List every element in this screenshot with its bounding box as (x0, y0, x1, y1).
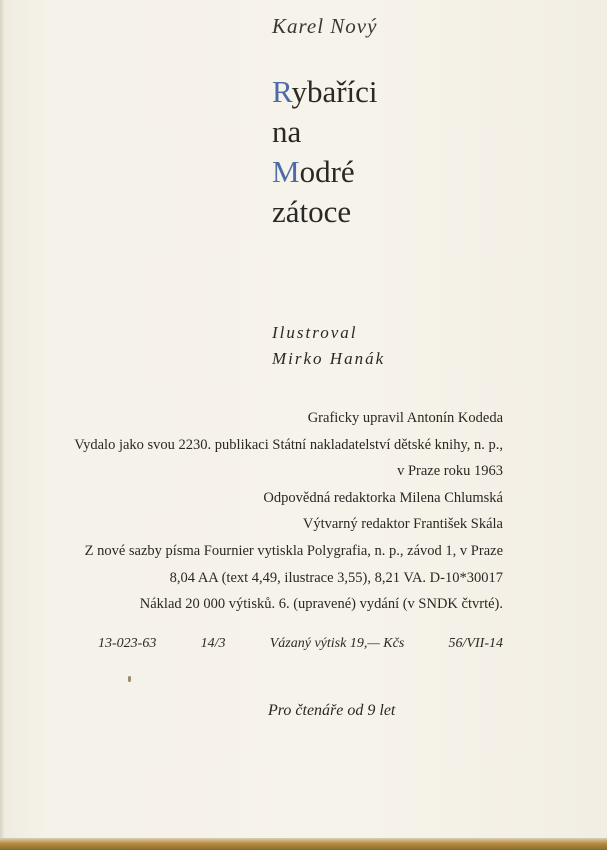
illustrator-name: Mirko Hanák (272, 349, 386, 368)
imprint-line: 8,04 AA (text 4,49, ilustrace 3,55), 8,21 VA. D-10*30017 (169, 569, 503, 586)
imprint-line: v Praze roku 1963 (397, 463, 503, 480)
title-line-3 (272, 152, 378, 192)
paper-speck (128, 676, 131, 682)
imprint-block (30, 405, 503, 618)
page-bottom-edge (0, 838, 607, 850)
title-line-1 (272, 72, 378, 112)
imprint-line: Graficky upravil Antonín Kodeda (307, 410, 503, 426)
code-item: 13-023-63 (98, 636, 157, 651)
title-initial-r: R (272, 74, 292, 109)
code-item: 14/3 (200, 636, 226, 651)
code-item: 56/VII-14 (448, 636, 503, 651)
title-line-4: zátoce (272, 194, 352, 229)
imprint-line: Náklad 20 000 výtisků. 6. (upravené) vydání (v SNDK čtvrté). (139, 596, 503, 613)
author-name: Karel Nový (272, 14, 378, 38)
title-line-3-rest: odré (299, 154, 355, 189)
publication-codes (98, 636, 503, 652)
title-line-1-rest: ybaříci (291, 74, 378, 109)
page-edge-shadow (0, 0, 5, 850)
book-title (272, 72, 378, 232)
imprint-line: Odpovědná redaktorka Milena Chlumská (263, 489, 503, 506)
imprint-line: Vydalo jako svou 2230. publikaci Státní nakladatelství dětské knihy, n. p., (74, 436, 503, 453)
reader-age-note: Pro čtenáře od 9 let (268, 702, 396, 719)
illustrator-label: Ilustroval (272, 323, 358, 342)
imprint-line: Z nové sazby písma Fournier vytiskla Polygrafia, n. p., závod 1, v Praze (84, 542, 503, 559)
price-item: Vázaný výtisk 19,— Kčs (269, 636, 405, 651)
imprint-line: Výtvarný redaktor František Skála (302, 516, 503, 533)
title-initial-m: M (272, 154, 300, 189)
title-line-2: na (272, 114, 302, 149)
illustrator-credit (272, 320, 385, 372)
